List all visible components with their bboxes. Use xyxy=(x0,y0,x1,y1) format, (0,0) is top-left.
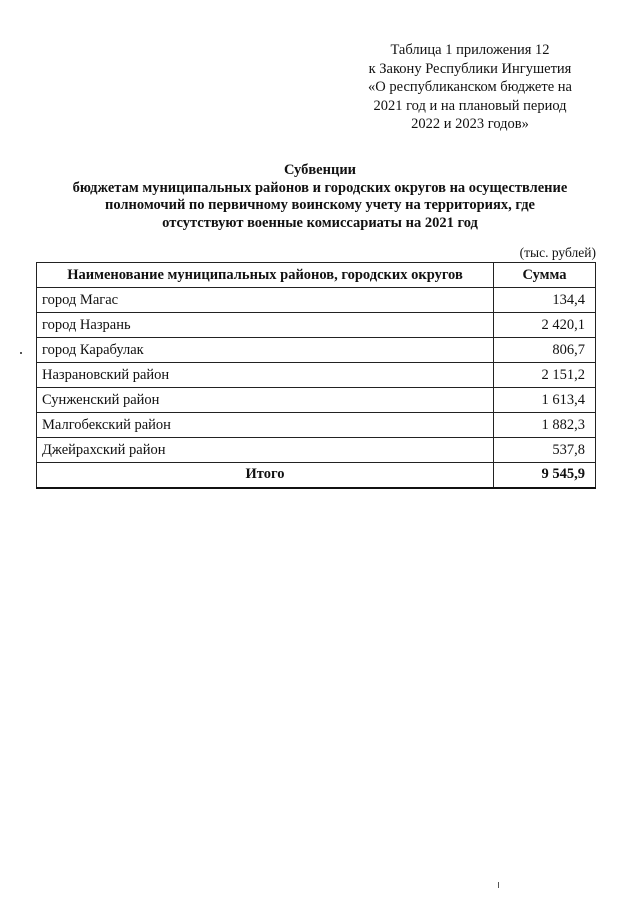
row-name: город Назрань xyxy=(37,313,494,338)
appendix-line: к Закону Республики Ингушетия xyxy=(368,60,572,77)
table-row xyxy=(37,388,596,413)
row-name: Джейрахский район xyxy=(37,438,494,463)
row-amount: 2 420,1 xyxy=(494,313,596,338)
row-amount: 537,8 xyxy=(494,438,596,463)
row-amount: 1 882,3 xyxy=(494,413,596,438)
title-line: полномочий по первичному воинскому учету на территориях, где xyxy=(104,197,535,213)
table-row xyxy=(37,413,596,438)
row-amount: 806,7 xyxy=(494,338,596,363)
appendix-line: 2021 год и на плановый период xyxy=(373,97,567,114)
scan-artifact xyxy=(20,352,22,354)
row-amount: 134,4 xyxy=(494,288,596,313)
title-line: бюджетам муниципальных районов и городских округов на осуществление xyxy=(72,179,568,196)
title-line: Субвенции xyxy=(283,162,357,178)
total-amount: 9 545,9 xyxy=(494,463,596,488)
row-amount: 1 613,4 xyxy=(494,388,596,413)
row-name: город Карабулак xyxy=(37,338,494,363)
appendix-line: Таблица 1 приложения 12 xyxy=(390,42,550,58)
column-header-name: Наименование муниципальных районов, городских округов xyxy=(37,263,494,288)
title-line: отсутствуют военные комиссариаты на 2021 год xyxy=(162,214,478,231)
table-row xyxy=(37,363,596,388)
row-name: Назрановский район xyxy=(37,363,494,388)
row-amount: 2 151,2 xyxy=(494,363,596,388)
appendix-line: 2022 и 2023 годов» xyxy=(411,116,529,132)
scan-artifact xyxy=(498,882,499,888)
subvention-table xyxy=(36,262,596,489)
document-title xyxy=(30,162,610,232)
total-label: Итого xyxy=(37,463,494,488)
total-row xyxy=(37,463,596,488)
table-row xyxy=(37,338,596,363)
appendix-line: «О республиканском бюджете на xyxy=(368,79,572,95)
row-name: Сунженский район xyxy=(37,388,494,413)
table-header-row xyxy=(37,263,596,288)
row-name: Малгобекский район xyxy=(37,413,494,438)
row-name: город Магас xyxy=(37,288,494,313)
table-row xyxy=(37,313,596,338)
table-row xyxy=(37,288,596,313)
appendix-reference xyxy=(352,41,588,134)
unit-note: (тыс. рублей) xyxy=(519,245,596,260)
column-header-amount: Сумма xyxy=(494,263,596,288)
table-row xyxy=(37,438,596,463)
